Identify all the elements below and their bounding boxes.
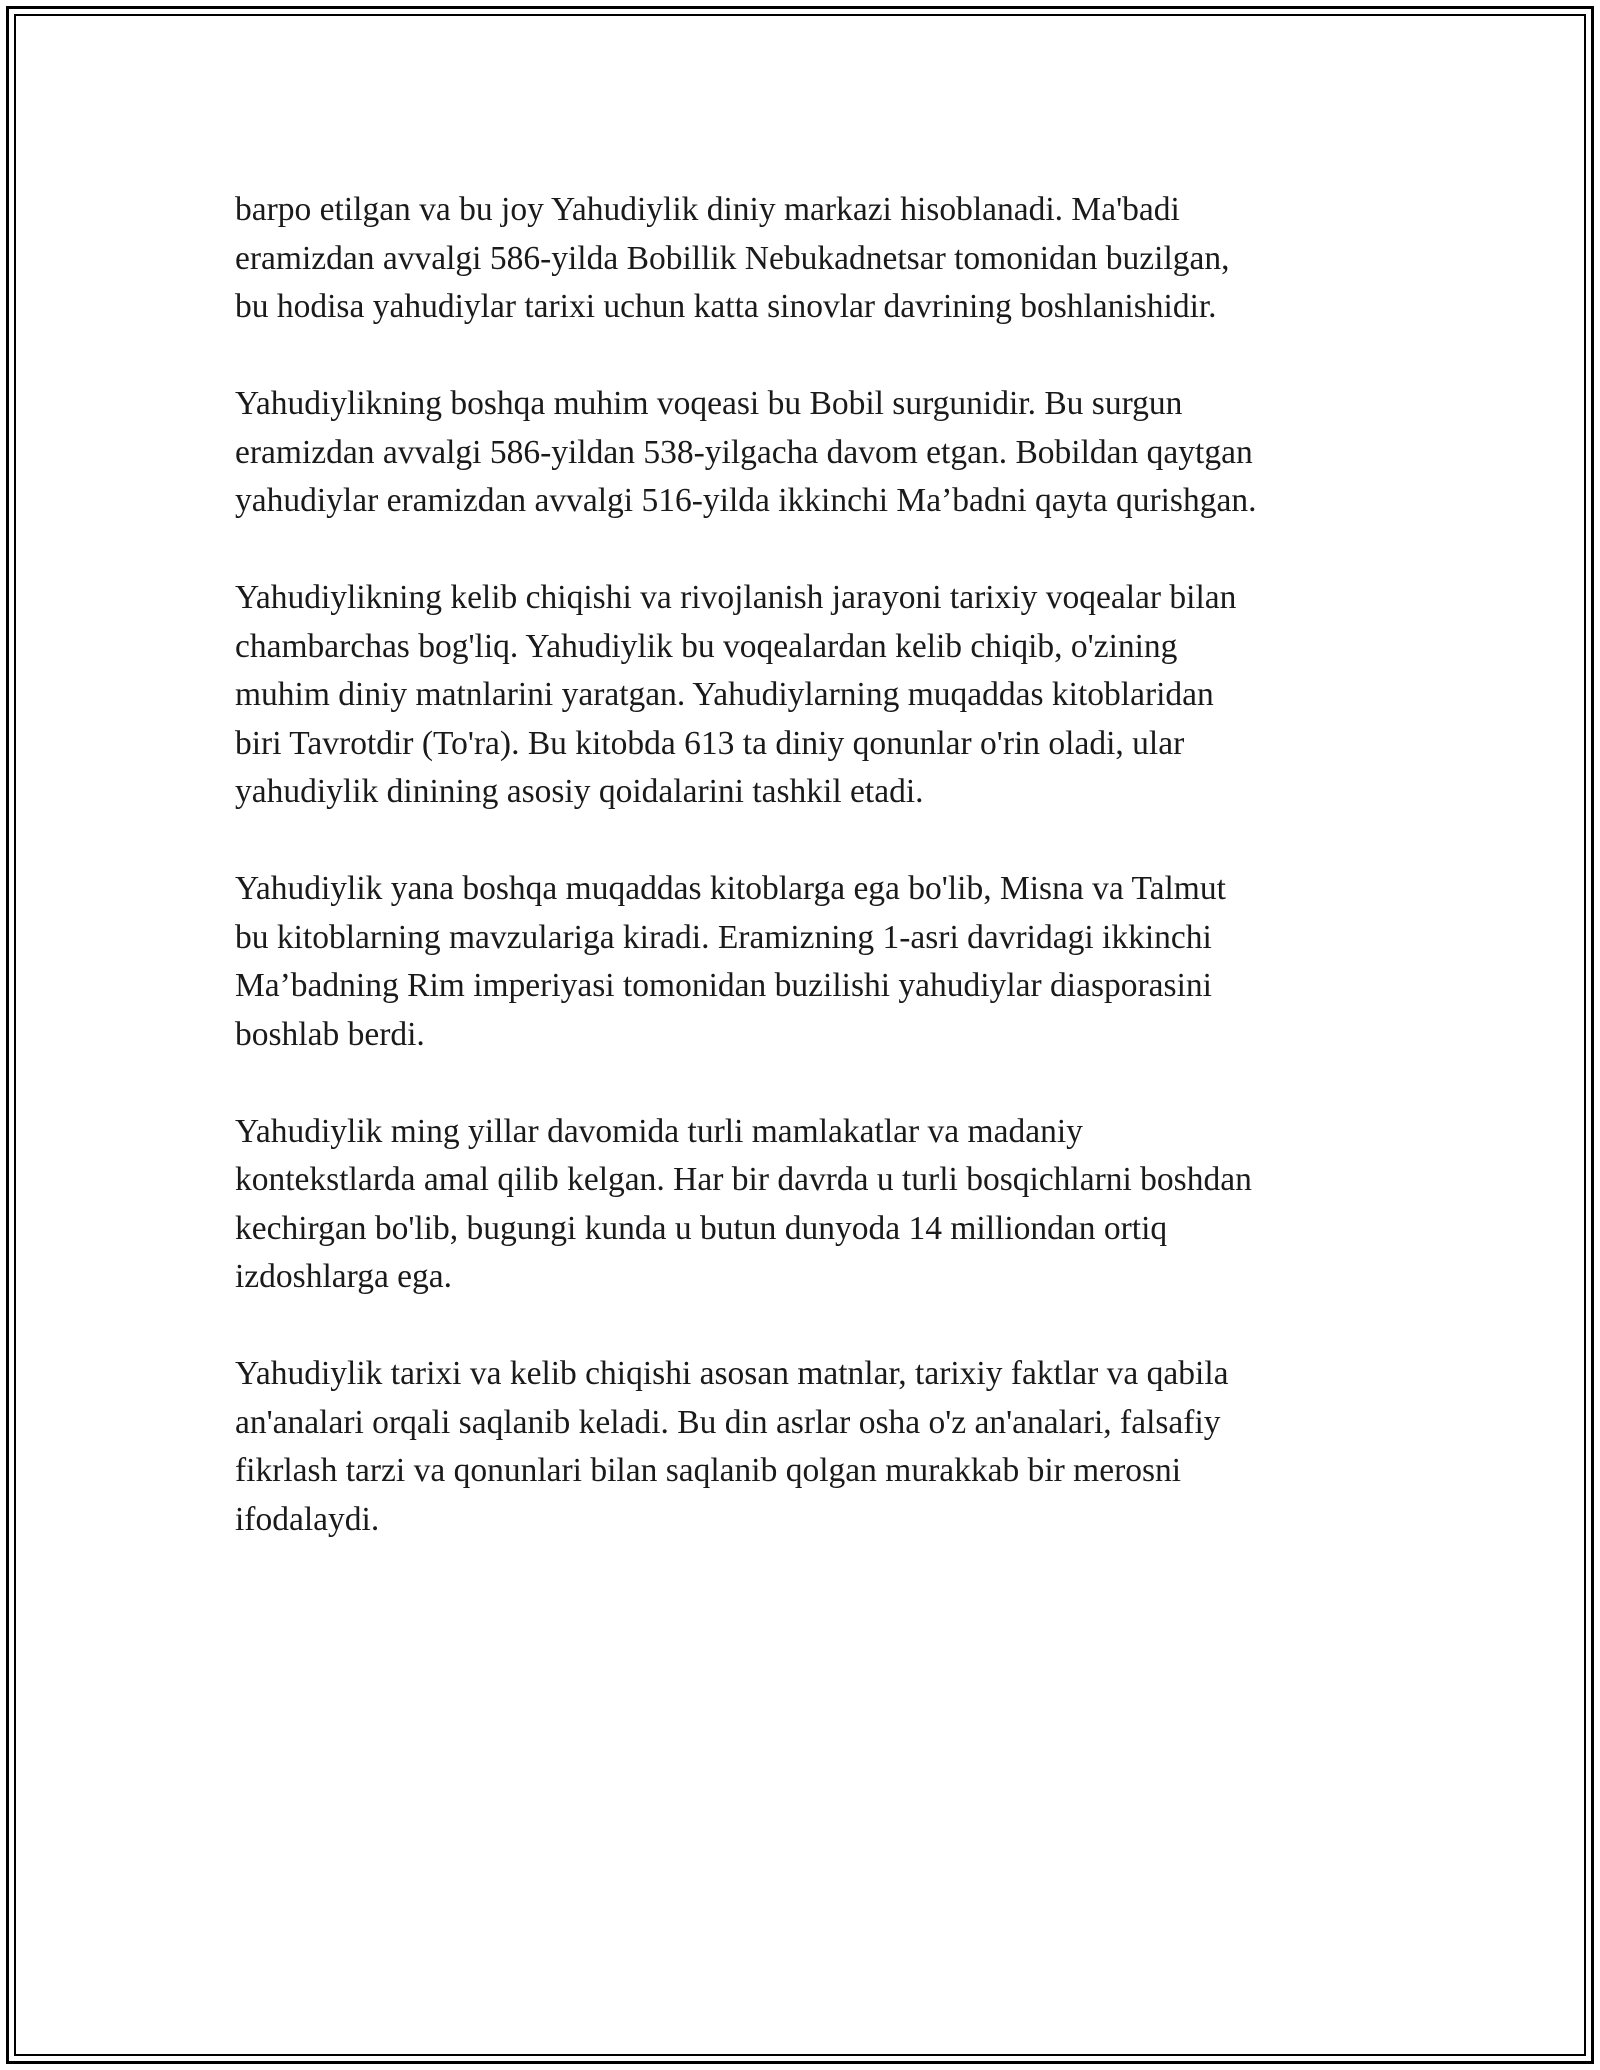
text-line: izdoshlarga ega. — [235, 1258, 453, 1295]
paragraph-2 — [235, 380, 1375, 526]
text-line: bu kitoblarning mavzulariga kiradi. Eramizning 1-asri davridagi ikkinchi — [235, 918, 1212, 956]
document-body — [235, 186, 1375, 1593]
text-line: Yahudiylik yana boshqa muqaddas kitoblarga ega bo'lib, Misna va Talmut — [235, 870, 1226, 907]
text-line: fikrlash tarzi va qonunlari bilan saqlanib qolgan murakkab bir merosni — [235, 1452, 1182, 1489]
text-line: boshlab berdi. — [235, 1015, 425, 1053]
paragraph-4 — [235, 865, 1375, 1059]
text-line: ifodalaydi. — [235, 1500, 380, 1538]
text-line: bu hodisa yahudiylar tarixi uchun katta sinovlar davrining boshlanishidir. — [235, 288, 1217, 325]
paragraph-5 — [235, 1108, 1375, 1302]
text-line: biri Tavrotdir (To'ra). Bu kitobda 613 ta diniy qonunlar o'rin oladi, ular — [235, 724, 1185, 762]
paragraph-3 — [235, 574, 1375, 817]
text-line: Yahudiylik tarixi va kelib chiqishi asosan matnlar, tarixiy faktlar va qabila — [235, 1355, 1229, 1392]
paragraph-6 — [235, 1350, 1375, 1544]
text-line: yahudiylar eramizdan avvalgi 516-yilda ikkinchi Ma’badni qayta qurishgan. — [235, 482, 1257, 519]
text-line: Yahudiylik ming yillar davomida turli mamlakatlar va madaniy — [235, 1112, 1083, 1150]
text-line: muhim diniy matnlarini yaratgan. Yahudiylarning muqaddas kitoblaridan — [235, 676, 1214, 713]
text-line: kechirgan bo'lib, bugungi kunda u butun dunyoda 14 milliondan ortiq — [235, 1209, 1168, 1247]
text-line: yahudiylik dinining asosiy qoidalarini tashkil etadi. — [235, 773, 924, 810]
text-line: eramizdan avvalgi 586-yilda Bobillik Nebukadnetsar tomonidan buzilgan, — [235, 239, 1230, 277]
paragraph-1 — [235, 186, 1375, 332]
text-line: an'analari orqali saqlanib keladi. Bu din asrlar osha o'z an'analari, falsafiy — [235, 1403, 1221, 1441]
text-line: chambarchas bog'liq. Yahudiylik bu voqealardan kelib chiqib, o'zining — [235, 627, 1178, 665]
text-line: kontekstlarda amal qilib kelgan. Har bir davrda u turli bosqichlarni boshdan — [235, 1161, 1252, 1198]
text-line: Yahudiylikning boshqa muhim voqeasi bu Bobil surgunidir. Bu surgun — [235, 385, 1183, 422]
text-line: eramizdan avvalgi 586-yildan 538-yilgacha davom etgan. Bobildan qaytgan — [235, 433, 1253, 471]
text-line: Yahudiylikning kelib chiqishi va rivojlanish jarayoni tarixiy voqealar bilan — [235, 579, 1237, 616]
text-line: barpo etilgan va bu joy Yahudiylik diniy markazi hisoblanadi. Ma'badi — [235, 191, 1180, 228]
text-line: Ma’badning Rim imperiyasi tomonidan buzilishi yahudiylar diasporasini — [235, 967, 1212, 1004]
